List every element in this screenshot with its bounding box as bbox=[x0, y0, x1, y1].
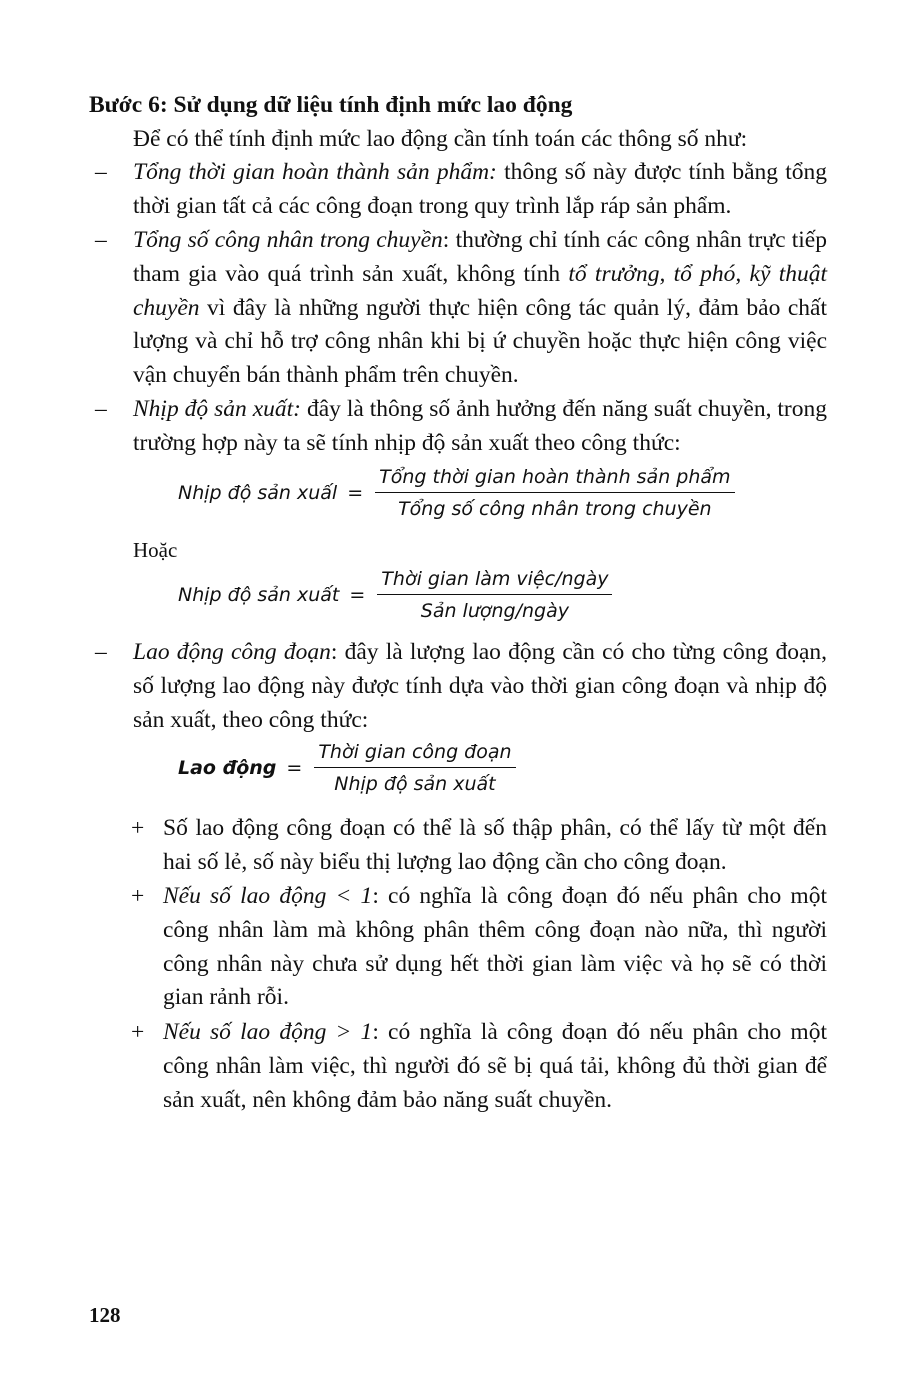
formula-equals: = bbox=[286, 757, 303, 779]
item-term: Tổng thời gian hoàn thành sản phẩm: bbox=[133, 159, 497, 185]
section-heading: Bước 6: Sử dụng dữ liệu tính định mức lao động bbox=[89, 92, 573, 118]
dash-marker: – bbox=[95, 396, 107, 422]
intro-paragraph: Để có thể tính định mức lao động cần tính toán các thông số như: bbox=[133, 126, 748, 152]
formula-numerator: Thời gian làm việc/ngày bbox=[377, 568, 612, 595]
item-term: Tổng số công nhân trong chuyền bbox=[133, 227, 443, 253]
item-text: đây là thông số ảnh hưởng đến năng suất chuyền, trong trường hợp này ta sẽ tính nhịp độ sản xuất theo công thức: bbox=[133, 396, 828, 456]
item-text: vì đây là những người thực hiện công tác quản lý, đảm bảo chất lượng và chỉ hỗ trợ công nhân khi bị ứ chuyền hoặc thực hiện công việc vận chuyển bán thành phẩm trên chuyền. bbox=[133, 294, 827, 389]
list-item-total-time bbox=[95, 156, 827, 224]
formula-equals: = bbox=[349, 584, 366, 606]
item-term: Nhịp độ sản xuất: bbox=[133, 396, 302, 422]
plus-marker: + bbox=[131, 815, 145, 841]
formula-labor bbox=[178, 741, 516, 795]
item-text: : thường chỉ tính các công nhân trực tiếp tham gia vào quá trình sản xuất, không tính bbox=[133, 227, 827, 287]
formula-denominator: Nhịp độ sản xuất bbox=[334, 773, 496, 795]
formula-lhs: Lao động bbox=[178, 757, 277, 779]
formula-denominator: Tổng số công nhân trong chuyền bbox=[398, 498, 712, 520]
list-item-worker-count bbox=[95, 224, 827, 393]
sub-item-text: : có nghĩa là công đoạn đó nếu phân cho một công nhân làm mà không phân thêm công đoạn nào nữa, thì người công nhân này chưa sử dụng hết thời gian làm việc và họ sẽ có thời gian rảnh rỗi. bbox=[163, 883, 827, 1011]
dash-marker: – bbox=[95, 159, 107, 185]
dash-marker: – bbox=[95, 227, 107, 253]
item-text: thông số này được tính bằng tổng thời gian tất cả các công đoạn trong quy trình lắp ráp sản phẩm. bbox=[133, 159, 827, 219]
formula-denominator: Sản lượng/ngày bbox=[420, 600, 569, 622]
sub-item-decimal bbox=[131, 812, 827, 880]
dash-marker: – bbox=[95, 639, 107, 665]
item-text: : đây là lượng lao động cần có cho từng công đoạn, số lượng lao động này được tính dựa vào thời gian công đoạn và nhịp độ sản xuất, theo công thức: bbox=[133, 639, 828, 733]
sub-item-greater-than-one bbox=[131, 1016, 827, 1117]
plus-marker: + bbox=[131, 883, 145, 909]
formula-lhs: Nhịp độ sản xuất bbox=[178, 584, 340, 606]
page-number: 128 bbox=[89, 1303, 121, 1327]
sub-item-text: : có nghĩa là công đoạn đó nếu phân cho một công nhân làm việc, thì người đó sẽ bị quá tải, không đủ thời gian để sản xuất, nên không đảm bảo năng suất chuyền. bbox=[163, 1019, 827, 1113]
formula-fraction bbox=[377, 568, 612, 622]
formula-fraction bbox=[314, 741, 515, 795]
formula-numerator: Thời gian công đoạn bbox=[314, 741, 515, 768]
formula-pace-2 bbox=[178, 568, 612, 622]
plus-marker: + bbox=[131, 1019, 145, 1045]
list-item-production-pace bbox=[95, 393, 828, 461]
sub-item-less-than-one bbox=[131, 880, 827, 1015]
sub-item-term: Nếu số lao động < 1 bbox=[163, 883, 373, 909]
item-term-excluded: tổ trưởng, tổ phó, kỹ thuật chuyền bbox=[133, 260, 827, 321]
item-term: Lao động công đoạn bbox=[133, 639, 331, 665]
formula-pace-1 bbox=[178, 466, 735, 520]
formula-lhs: Nhịp độ sản xuấl bbox=[178, 482, 338, 504]
or-label: Hoặc bbox=[133, 538, 178, 562]
formula-numerator: Tổng thời gian hoàn thành sản phẩm bbox=[375, 466, 734, 493]
sub-item-text: Số lao động công đoạn có thể là số thập phân, có thể lấy từ một đến hai số lẻ, số này biểu thị lượng lao động cần cho công đoạn. bbox=[163, 815, 827, 875]
formula-fraction bbox=[375, 466, 734, 520]
sub-item-term: Nếu số lao động > 1 bbox=[163, 1019, 373, 1045]
list-item-stage-labor bbox=[95, 636, 828, 737]
formula-equals: = bbox=[347, 482, 364, 504]
